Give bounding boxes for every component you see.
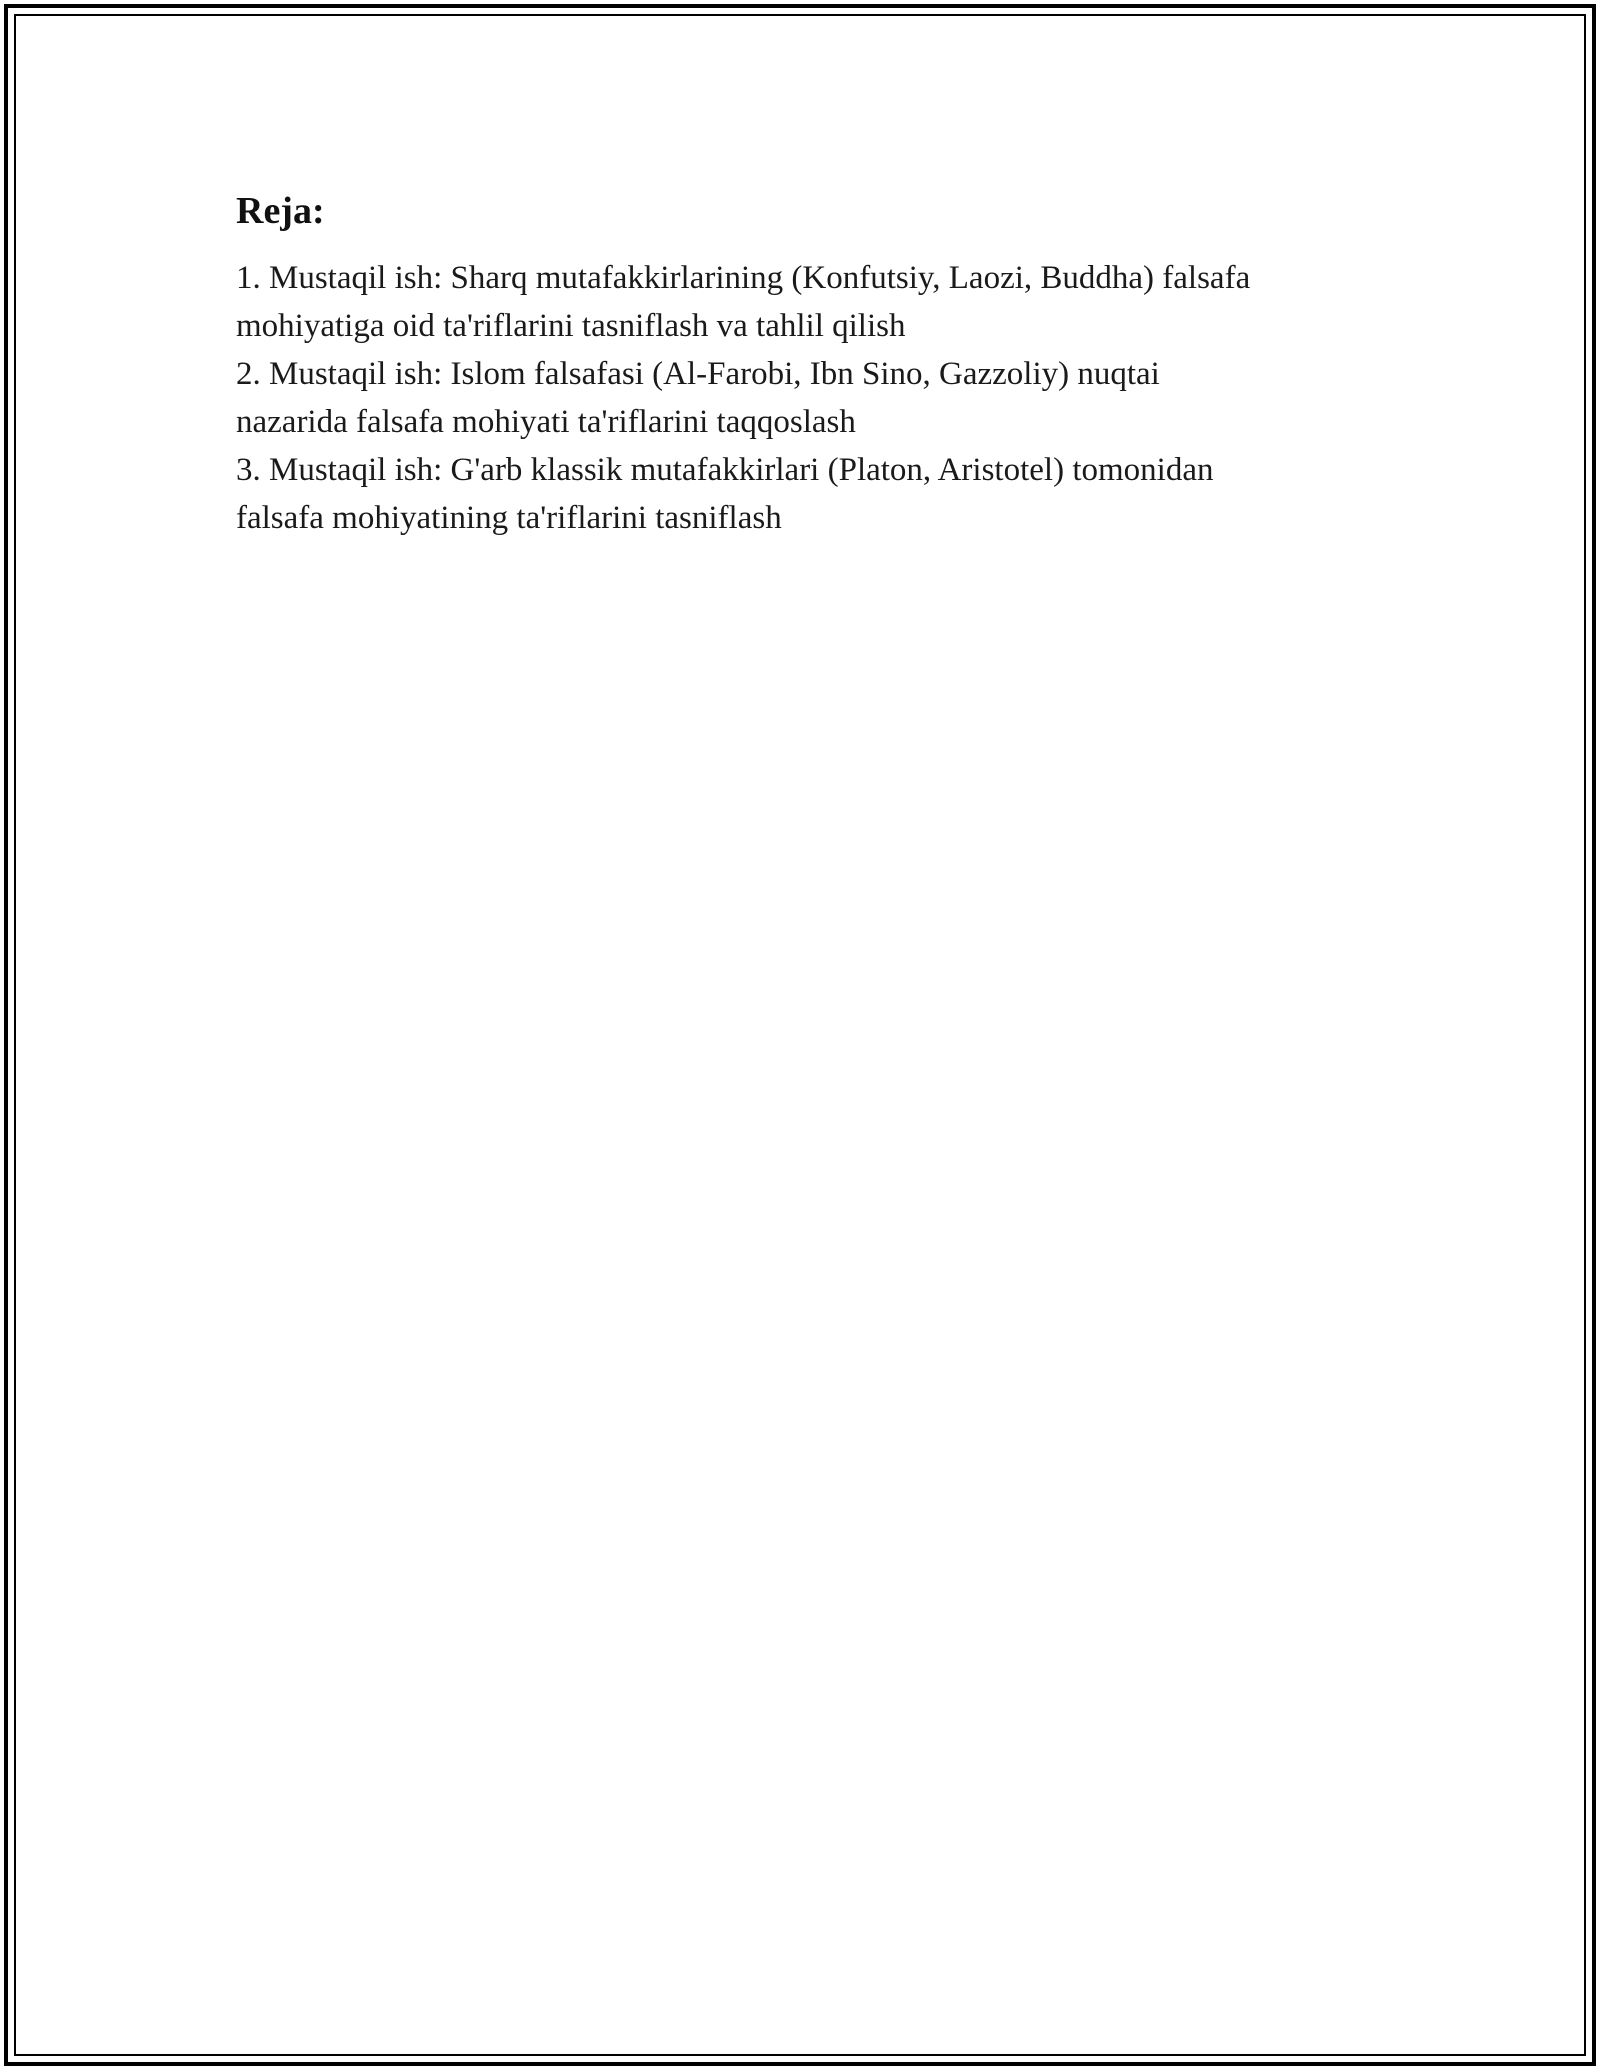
plan-item-3-line-1: 3. Mustaqil ish: G'arb klassik mutafakkirlari (Platon, Aristotel) tomonidan xyxy=(236,452,1214,488)
plan-item-1 xyxy=(236,254,1416,350)
plan-item-1-line-2: mohiyatiga oid ta'riflarini tasniflash va tahlil qilish xyxy=(236,308,906,344)
plan-heading: Reja: xyxy=(236,190,325,232)
plan-item-3-line-2: falsafa mohiyatining ta'riflarini tasniflash xyxy=(236,500,782,536)
plan-item-1-line-1: 1. Mustaqil ish: Sharq mutafakkirlarining (Konfutsiy, Laozi, Buddha) falsafa xyxy=(236,260,1251,296)
plan-item-3 xyxy=(236,446,1416,542)
plan-item-2-line-1: 2. Mustaqil ish: Islom falsafasi (Al-Farobi, Ibn Sino, Gazzoliy) nuqtai xyxy=(236,356,1160,392)
plan-list xyxy=(236,254,1416,542)
plan-item-2-line-2: nazarida falsafa mohiyati ta'riflarini taqqoslash xyxy=(236,404,856,440)
plan-item-2 xyxy=(236,350,1416,446)
document-content xyxy=(236,186,1416,542)
